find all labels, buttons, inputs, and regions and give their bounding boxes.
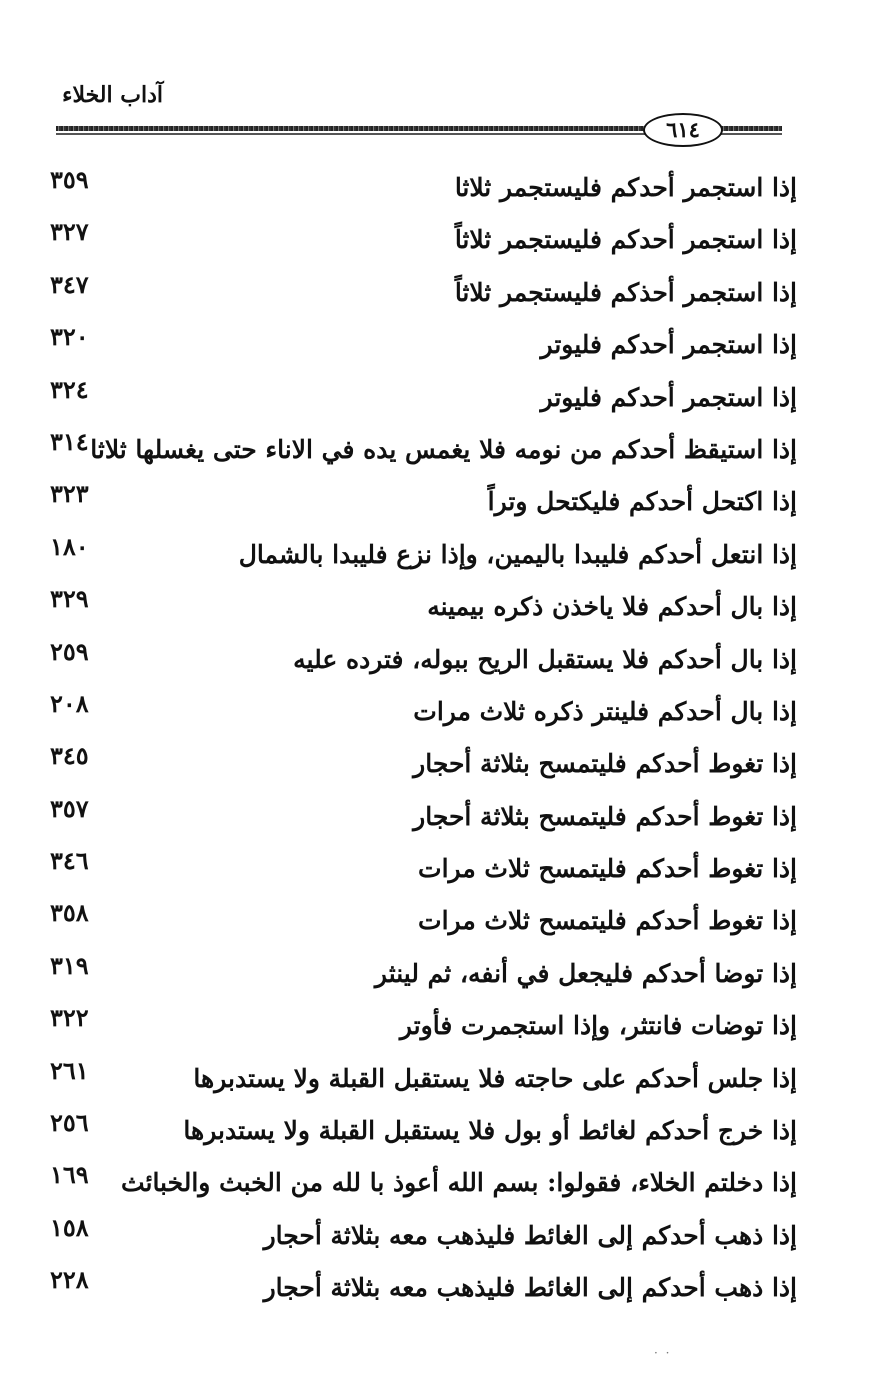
scan-speck: · · <box>654 1346 672 1360</box>
index-row <box>0 579 879 631</box>
entry-text: إذا استيقظ أحدكم من نومه فلا يغمس يده في الاناء حتى يغسلها ثلاثا <box>90 434 797 464</box>
entry-text: إذا بال أحدكم فلا يستقبل الريح ببوله، فترده عليه <box>293 644 797 674</box>
index-row <box>0 265 879 317</box>
entry-text: إذا ذهب أحدكم إلى الغائط فليذهب معه بثلاثة أحجار <box>263 1220 797 1250</box>
index-row <box>0 946 879 998</box>
entry-page-number: ٢٥٩ <box>50 636 89 666</box>
entry-page-number: ٣٢٠ <box>50 322 89 352</box>
entry-text: إذا خرج أحدكم لغائط أو بول فلا يستقبل القبلة ولا يستدبرها <box>183 1116 797 1146</box>
page-number: ٦١٤ <box>643 113 723 147</box>
entry-page-number: ٣٢٣ <box>50 479 89 509</box>
entry-text: إذا توضات فانتثر، وإذا استجمرت فأوتر <box>399 1011 797 1041</box>
index-row <box>0 1208 879 1260</box>
index-row <box>0 1260 879 1312</box>
entry-page-number: ٣٥٧ <box>50 793 89 823</box>
entry-text: إذا تغوط أحدكم فليتمسح بثلاثة أحجار <box>413 801 797 831</box>
entry-page-number: ٢٢٨ <box>50 1265 89 1295</box>
page-header <box>0 0 879 160</box>
index-row <box>0 1103 879 1155</box>
index-row <box>0 998 879 1050</box>
entry-page-number: ١٥٨ <box>50 1212 89 1242</box>
entry-text: إذا تغوط أحدكم فليتمسح ثلاث مرات <box>418 906 797 936</box>
entry-page-number: ٣١٩ <box>50 950 89 980</box>
index-row <box>0 632 879 684</box>
index-row <box>0 474 879 526</box>
index-row <box>0 893 879 945</box>
index-row <box>0 736 879 788</box>
entry-text: إذا دخلتم الخلاء، فقولوا: بسم الله أعوذ با لله من الخبث والخبائث <box>120 1168 797 1198</box>
entry-text: إذا انتعل أحدكم فليبدا باليمين، وإذا نزع فليبدا بالشمال <box>238 539 797 569</box>
entry-text: إذا تغوط أحدكم فليتمسح بثلاثة أحجار <box>413 749 797 779</box>
index-row <box>0 1155 879 1207</box>
entry-page-number: ٣٤٧ <box>50 269 89 299</box>
entry-text: إذا تغوط أحدكم فليتمسح ثلاث مرات <box>418 854 797 884</box>
entry-text: إذا جلس أحدكم على حاجته فلا يستقبل القبلة ولا يستدبرها <box>193 1063 797 1093</box>
index-row <box>0 527 879 579</box>
index-row <box>0 684 879 736</box>
index-row <box>0 422 879 474</box>
entry-text: إذا بال أحدكم فلا ياخذن ذكره بيمينه <box>427 592 797 622</box>
entry-page-number: ٣٥٩ <box>50 165 89 194</box>
entry-text: إذا توضا أحدكم فليجعل في أنفه، ثم لينثر <box>374 958 797 988</box>
entry-text: إذا ذهب أحدكم إلى الغائط فليذهب معه بثلاثة أحجار <box>263 1273 797 1303</box>
entry-page-number: ٣٤٦ <box>50 846 89 876</box>
index-row <box>0 160 879 212</box>
index-row <box>0 841 879 893</box>
entry-page-number: ٢٦١ <box>50 1055 89 1085</box>
index-row <box>0 1051 879 1103</box>
index-row <box>0 212 879 264</box>
entry-page-number: ٢٠٨ <box>50 688 89 718</box>
hadith-index-list <box>0 160 879 1313</box>
entry-page-number: ٣٢٧ <box>50 217 89 247</box>
entry-page-number: ٣١٤ <box>50 426 89 456</box>
entry-text: إذا استجمر أحدكم فليوتر <box>540 330 797 360</box>
running-title: آداب الخلاء <box>62 82 163 108</box>
entry-page-number: ٣٢٤ <box>50 374 89 404</box>
index-row <box>0 789 879 841</box>
entry-text: إذا بال أحدكم فلينتر ذكره ثلاث مرات <box>413 696 797 726</box>
entry-page-number: ٣٤٥ <box>50 741 89 771</box>
entry-page-number: ٣٥٨ <box>50 898 89 928</box>
entry-page-number: ٣٢٢ <box>50 1003 89 1033</box>
entry-page-number: ١٦٩ <box>50 1160 89 1190</box>
entry-text: إذا استجمر أحدكم فليوتر <box>540 382 797 412</box>
entry-page-number: ١٨٠ <box>50 531 89 561</box>
entry-page-number: ٢٥٦ <box>50 1108 89 1138</box>
entry-text: إذا استجمر أحذكم فليستجمر ثلاثاً <box>454 277 797 307</box>
entry-text: إذا استجمر أحدكم فليستجمر ثلاثا <box>454 173 797 202</box>
index-row <box>0 370 879 422</box>
index-row <box>0 317 879 369</box>
entry-page-number: ٣٢٩ <box>50 584 89 614</box>
entry-text: إذا اكتحل أحدكم فليكتحل وتراً <box>487 487 797 517</box>
entry-text: إذا استجمر أحدكم فليستجمر ثلاثاً <box>454 225 797 255</box>
